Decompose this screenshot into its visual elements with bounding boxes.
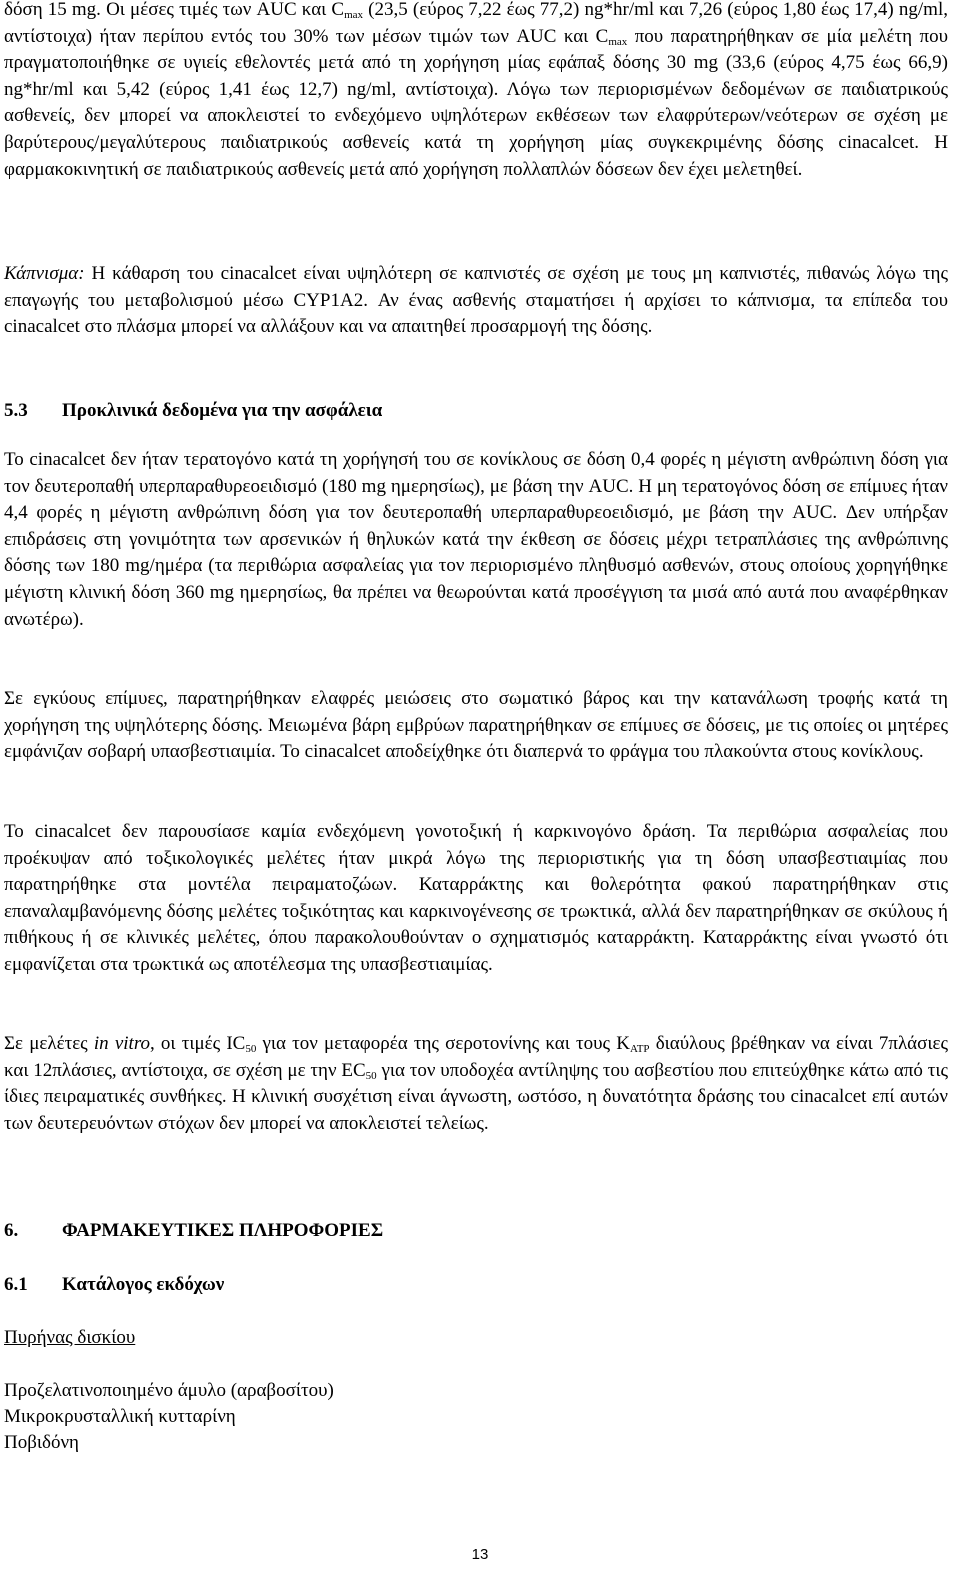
page-number: 13 [471,1546,489,1563]
section-heading-5-3: 5.3 Προκλινικά δεδομένα για την ασφάλεια [4,400,383,421]
tablet-core-label: Πυρήνας δισκίου [4,1327,136,1348]
section-heading-6-1: 6.1 Κατάλογος εκδόχων [4,1274,225,1295]
pregnancy-paragraph: Σε εγκύους επίμυες, παρατηρήθηκαν ελαφρές μειώσεις στο σωματικό βάρος και την κατανάλωση τροφής κατά τη χορήγηση της υψηλότερης δόσης. Μειωμένα βάρη εμβρύων παρατηρήθηκαν σε επίμυες σε δόσεις, με τις οποίες οι μητέρες εμφάνιζαν σοβαρή υπασβεστιαιμία. Το cinacalcet αποδείχθηκε ότι διαπερνά το φράγμα του πλακούντα στους κονίκλους. [4,688,948,763]
pk-pediatric-paragraph: δόση 15 mg. Οι μέσες τιμές των AUC και $C_{max}$ (23,5 (εύρος 7,22 έως 77,2) ng*hr/ml και 7,26 (εύρος 1,80 έως 17,4) ng/ml, αντίστοιχα) ήταν περίπου εντός του 30% των μέσων τιμών των AUC και $C_{max}$ που παρατηρήθηκαν σε μία μελέτη που πραγματοποιήθηκε σε υγιείς εθελοντές μετά από τη χορήγηση μίας εφάπαξ δόσης 30 mg (33,6 (εύρος 4,75 έως 66,9) ng*hr/ml και 5,42 (εύρος 1,41 έως 12,7) ng/ml, αντίστοιχα). Λόγω των περιορισμένων δεδομένων σε παιδιατρικούς ασθενείς, δεν μπορεί να αποκλειστεί το ενδεχόμενο υψηλότερων εκθέσεων των ελαφρύτερων/νεότερων σε σχέση με βαρύτερους/μεγαλύτερους παιδιατρικούς ασθενείς κατά τη χορήγηση μίας συγκεκριμένης δόσης cinacalcet. Η φαρμακοκινητική σε παιδιατρικούς ασθενείς μετά από χορήγηση πολλαπλών δόσεων δεν έχει μελετηθεί. [4,0,948,180]
excipient-item: Προζελατινοποιημένο άμυλο (αραβοσίτου) [4,1380,334,1401]
excipient-item: Ποβιδόνη [4,1432,79,1453]
teratogenicity-paragraph: Το cinacalcet δεν ήταν τερατογόνο κατά τη χορήγησή του σε κονίκλους σε δόση 0,4 φορές η μέγιστη ανθρώπινη δόση για τον δευτεροπαθή υπερπαραθυρεοειδισμό (180 mg ημερησίως), με βάση την AUC. Η μη τερατογόνος δόση σε επίμυες ήταν 4,4 φορές η μέγιστη ανθρώπινη δόση για τον δευτεροπαθή υπερπαραθυρεοειδισμό, με βάση την AUC. Δεν υπήρξαν επιδράσεις στη γονιμότητα των αρσενικών ή θηλυκών κατά την έκθεση σε δόσεις μέχρι τετραπλάσιες της ανθρώπινης δόσης των 180 mg/ημέρα (τα περιθώρια ασφαλείας για τον περιορισμένο πληθυσμό ασθενών, στους οποίους χορηγήθηκε μέγιστη κλινική δόση 360 mg ημερησίως, θα πρέπει να θεωρούνται κατά προσέγγιση τα μισά από αυτά που αναφέρθηκαν ανωτέρω). [4,449,948,630]
section-heading-6: 6. ΦΑΡΜΑΚΕΥΤΙΚΕΣ ΠΛΗΡΟΦΟΡΙΕΣ [4,1220,384,1241]
smoking-paragraph: Κάπνισμα: Η κάθαρση του cinacalcet είναι υψηλότερη σε καπνιστές σε σχέση με τους μη καπνιστές, πιθανώς λόγω της επαγωγής του μεταβολισμού μέσω CYP1A2. Αν ένας ασθενής σταματήσει ή αρχίσει το κάπνισμα, τα επίπεδα του cinacalcet στο πλάσμα μπορεί να αλλάξουν και να απαιτηθεί προσαρμογή της δόσης. [4,263,948,338]
genotoxicity-paragraph: Το cinacalcet δεν παρουσίασε καμία ενδεχόμενη γονοτοξική ή καρκινογόνο δράση. Τα περιθώρια ασφαλείας που προέκυψαν από τοξικολογικές μελέτες ήταν μικρά λόγω της περιοριστικής για τη δόση υπασβεστιαιμίας που παρατηρήθηκε στα μοντέλα πειραματοζώων. Καταρράκτης και θολερότητα φακού παρατηρήθηκαν στις επαναλαμβανόμενης δόσης μελέτες τοξικότητας και καρκινογένεσης σε τρωκτικά, αλλά δεν παρατηρήθηκαν σε σκύλους ή πιθήκους ή σε κλινικές μελέτες, όπου παρακολουθούνταν ο σχηματισμός καταρράκτη. Καταρράκτης είναι γνωστό ότι εμφανίζεται στα τρωκτικά ως αποτέλεσμα της υπασβεστιαιμίας. [4,821,948,975]
in-vitro-paragraph: Σε μελέτες in vitro, οι τιμές $IC_{50}$ για τον μεταφορέα της σεροτονίνης και τους $K_{ATP}$ διαύλους βρέθηκαν να είναι 7πλάσιες και 12πλάσιες, αντίστοιχα, σε σχέση με την $EC_{50}$ για τον υποδοχέα αντίληψης του ασβεστίου που επιτεύχθηκε κάτω από τις ίδιες πειραματικές συνθήκες. Η κλινική συσχέτιση είναι άγνωστη, ωστόσο, η δυνατότητα δράσης του cinacalcet επί αυτών των δευτερευόντων στόχων δεν μπορεί να αποκλειστεί τελείως. [4,1033,948,1134]
excipient-item: Μικροκρυσταλλική κυτταρίνη [4,1406,236,1427]
